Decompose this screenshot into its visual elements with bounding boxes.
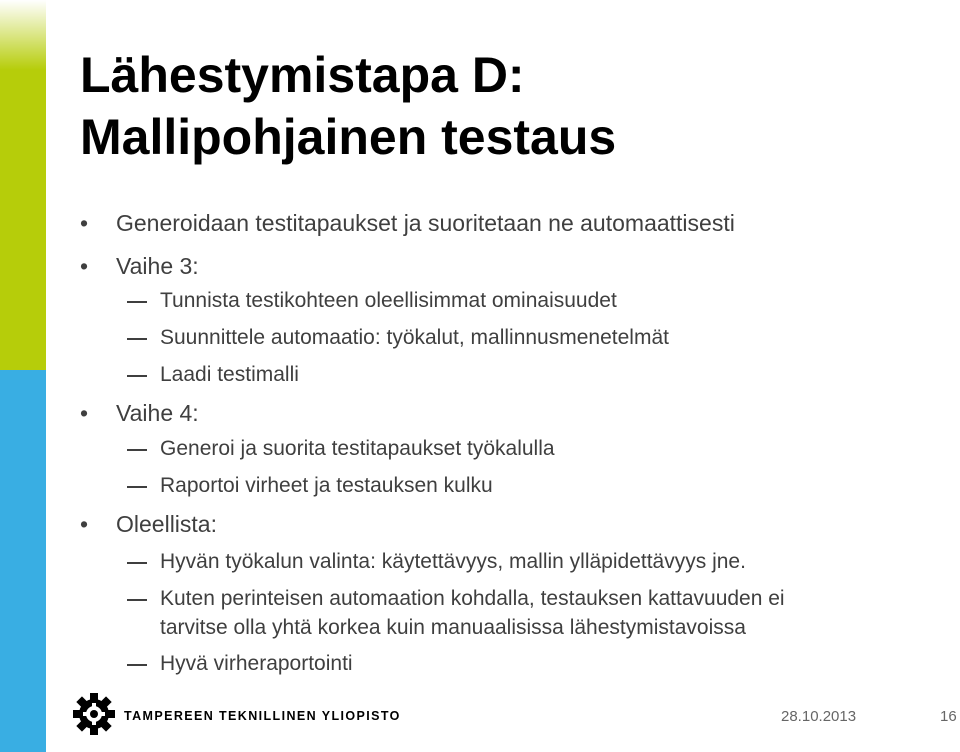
title-line-1: Lähestymistapa D: xyxy=(80,47,525,103)
page-number: 16 xyxy=(940,708,957,725)
slide-title xyxy=(80,44,940,168)
slide-date: 28.10.2013 xyxy=(781,708,857,725)
title-line-2: Mallipohjainen testaus xyxy=(80,109,617,165)
university-name: TAMPEREEN TEKNILLINEN YLIOPISTO xyxy=(124,709,401,723)
accent-bar xyxy=(0,0,46,752)
gear-logo-icon xyxy=(70,690,118,738)
